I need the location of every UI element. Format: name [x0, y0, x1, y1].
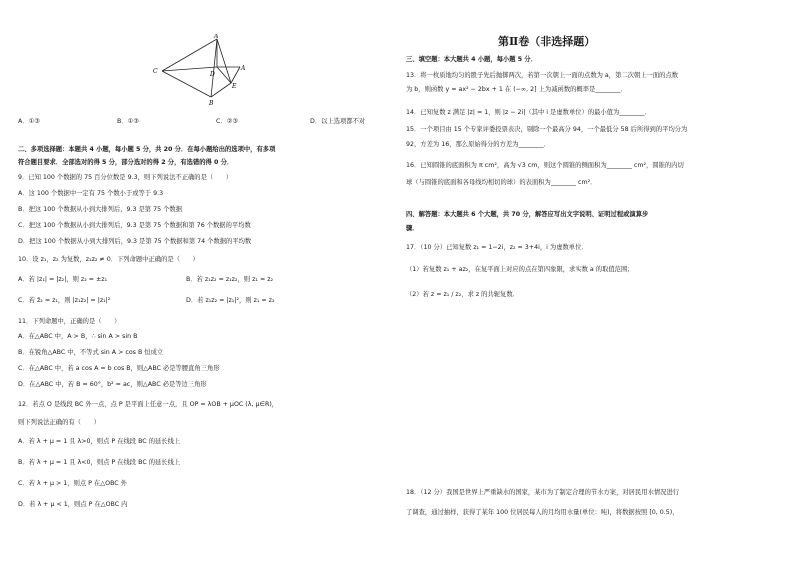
- q9-option-d: D．把这 100 个数据从小到大排列后，9.3 是第 75 个数据和第 74 个数据的平均数: [18, 238, 252, 245]
- q8-option-a: A．①③: [18, 118, 40, 125]
- q15-line1: 15．一个项目由 15 个专家评委投票表决，剔除一个最高分 94，一个最低分 58 后所得到的平均分为: [406, 126, 688, 133]
- q12-option-c: C．若 λ + μ > 1，则点 P 在△OBC 外: [18, 480, 127, 487]
- section2-header-line2: 符合题目要求．全部选对的得 5 分，部分选对的得 2 分，有选错的得 0 分．: [18, 159, 234, 166]
- q12-stem-line1: 12．若点 O 是线段 BC 外一点，点 P 是平面上任意一点，且 OP = λOB + μOC (λ, μ∈R)，: [18, 401, 279, 408]
- section4-header-line2: 骤．: [406, 225, 419, 232]
- q10-option-d: D．若 z₁z₂ = |z₁|²，则 z₁ = z₂: [186, 297, 275, 304]
- q12-option-a: A．若 λ + μ = 1 且 λ>0，则点 P 在线段 BC 的延长线上: [18, 438, 181, 445]
- label-e: E: [232, 83, 237, 90]
- q10-option-a: A．若 |z₁| = |z₂|，则 z₂ = ±z₁: [18, 276, 108, 283]
- section2-header-line1: 二、多项选择题：本题共 4 小题，每小题 5 分，共 20 分．在每小题给出的选项中，有多项: [18, 146, 276, 153]
- section3-header: 三、填空题：本大题共 4 小题，每小题 5 分．: [406, 56, 537, 63]
- q13-line2: 为 b，则函数 y = ax² − 2bx + 1 在 (−∞, 2] 上为减函数的概率是________．: [406, 86, 627, 93]
- q9-option-b: B．把这 100 个数据从小到大排列后，9.3 是第 75 个数据: [18, 206, 183, 213]
- q9-stem: 9．已知 100 个数据的 75 百分位数是 9.3，则下列说法不正确的是（ ）: [18, 174, 233, 181]
- q17-stem: 17．（10 分）已知复数 z₁ = 1−2i，z₂ = 3+4i，i 为虚数单位．: [406, 244, 588, 251]
- q18-line2: 了调查，通过抽样，获得了某年 100 位居民每人的月均用水量(单位：吨)，将数据按照 [0, 0.5)，: [406, 509, 679, 516]
- q15-line2: 92，方差为 16，那么原始得分的方差为________．: [406, 141, 550, 148]
- q10-option-b: B．若 z₁z₂ = z₁z₂，则 z₁ = z₂: [186, 276, 274, 283]
- q11-option-a: A．在△ABC 中，A > B，∴ sin A > sin B: [18, 333, 138, 340]
- label-c: C: [153, 68, 158, 75]
- label-d: D: [210, 71, 215, 78]
- section4-header-line1: 四、解答题：本大题共 6 个大题，共 70 分，解答应写出文字说明、证明过程或演算步: [406, 211, 649, 218]
- q9-option-c: C．把这 100 个数据从小到大排列后，9.3 是第 75 个数据和第 76 个数据的平均数: [18, 222, 251, 229]
- q18-line1: 18．（12 分）我国是世界上严重缺水的国家，某市为了制定合理的节水方案，对居民用水情况进行: [406, 489, 680, 496]
- q11-stem: 11．下列命题中，正确的是（ ）: [18, 318, 121, 325]
- q12-option-d: D．若 λ + μ < 1，则点 P 在△OBC 内: [18, 501, 128, 508]
- part2-title: 第Ⅱ卷（非选择题）: [498, 35, 596, 48]
- geometry-figure: [148, 34, 298, 114]
- q11-option-b: B．在锐角△ABC 中，不等式 sin A > cos B 恒成立: [18, 349, 164, 356]
- q9-option-a: A．这 100 个数据中一定有 75 个数小于或等于 9.3: [18, 190, 164, 197]
- q10-stem: 10．设 z₁，z₂ 为复数，z₁z₂ ≠ 0．下列命题中正确的是（ ）: [18, 256, 199, 263]
- q8-option-b: B．①③: [117, 118, 139, 125]
- q12-option-b: B．若 λ + μ = 1 且 λ<0，则点 P 在线段 BC 的延长线上: [18, 459, 181, 466]
- q11-option-d: D．在△ABC 中，若 B = 60°，b² = ac，则△ABC 必是等边三角形: [18, 381, 207, 388]
- label-a-prime: A: [241, 65, 246, 72]
- q11-option-c: C．在△ABC 中，若 a cos A = b cos B，则△ABC 必是等腰直角三角形: [18, 365, 220, 372]
- q10-option-c: C．若 z̄₂ = z₁，则 |z₁z₂| = |z₁|²: [18, 297, 111, 304]
- label-a: A: [214, 34, 219, 40]
- q17-part1: （1）若复数 z₁ + az₂，在复平面上对应的点在第四象限，求实数 a 的取值范围；: [406, 266, 634, 273]
- q17-part2: （2）若 z = z₁ / z₂，求 z 的共轭复数．: [406, 291, 519, 298]
- q12-stem-line2: 则下列说法正确的有（ ）: [18, 419, 100, 426]
- label-b: B: [209, 100, 214, 107]
- q13-line1: 13．将一枚质地均匀的骰子先后抛掷两次，若第一次朝上一面的点数为 a，第二次朝上一面的点数: [406, 72, 679, 79]
- q16-line1: 16．已知圆锥的底面积为 π cm²，高为 √3 cm，则这个圆锥的侧面积为________ cm²，圆锥的内切: [406, 162, 684, 169]
- q8-option-d: D．以上选项都不对: [310, 118, 366, 125]
- q8-option-c: C．②③: [216, 118, 238, 125]
- q16-line2: 球（与圆锥的底面和各母线均相切的球）的表面积为________ cm²．: [406, 179, 597, 186]
- q14: 14．已知复数 z 满足 |z| = 1，则 |z − 2i|（其中 i 是虚数单位）的最小值为________．: [406, 109, 651, 116]
